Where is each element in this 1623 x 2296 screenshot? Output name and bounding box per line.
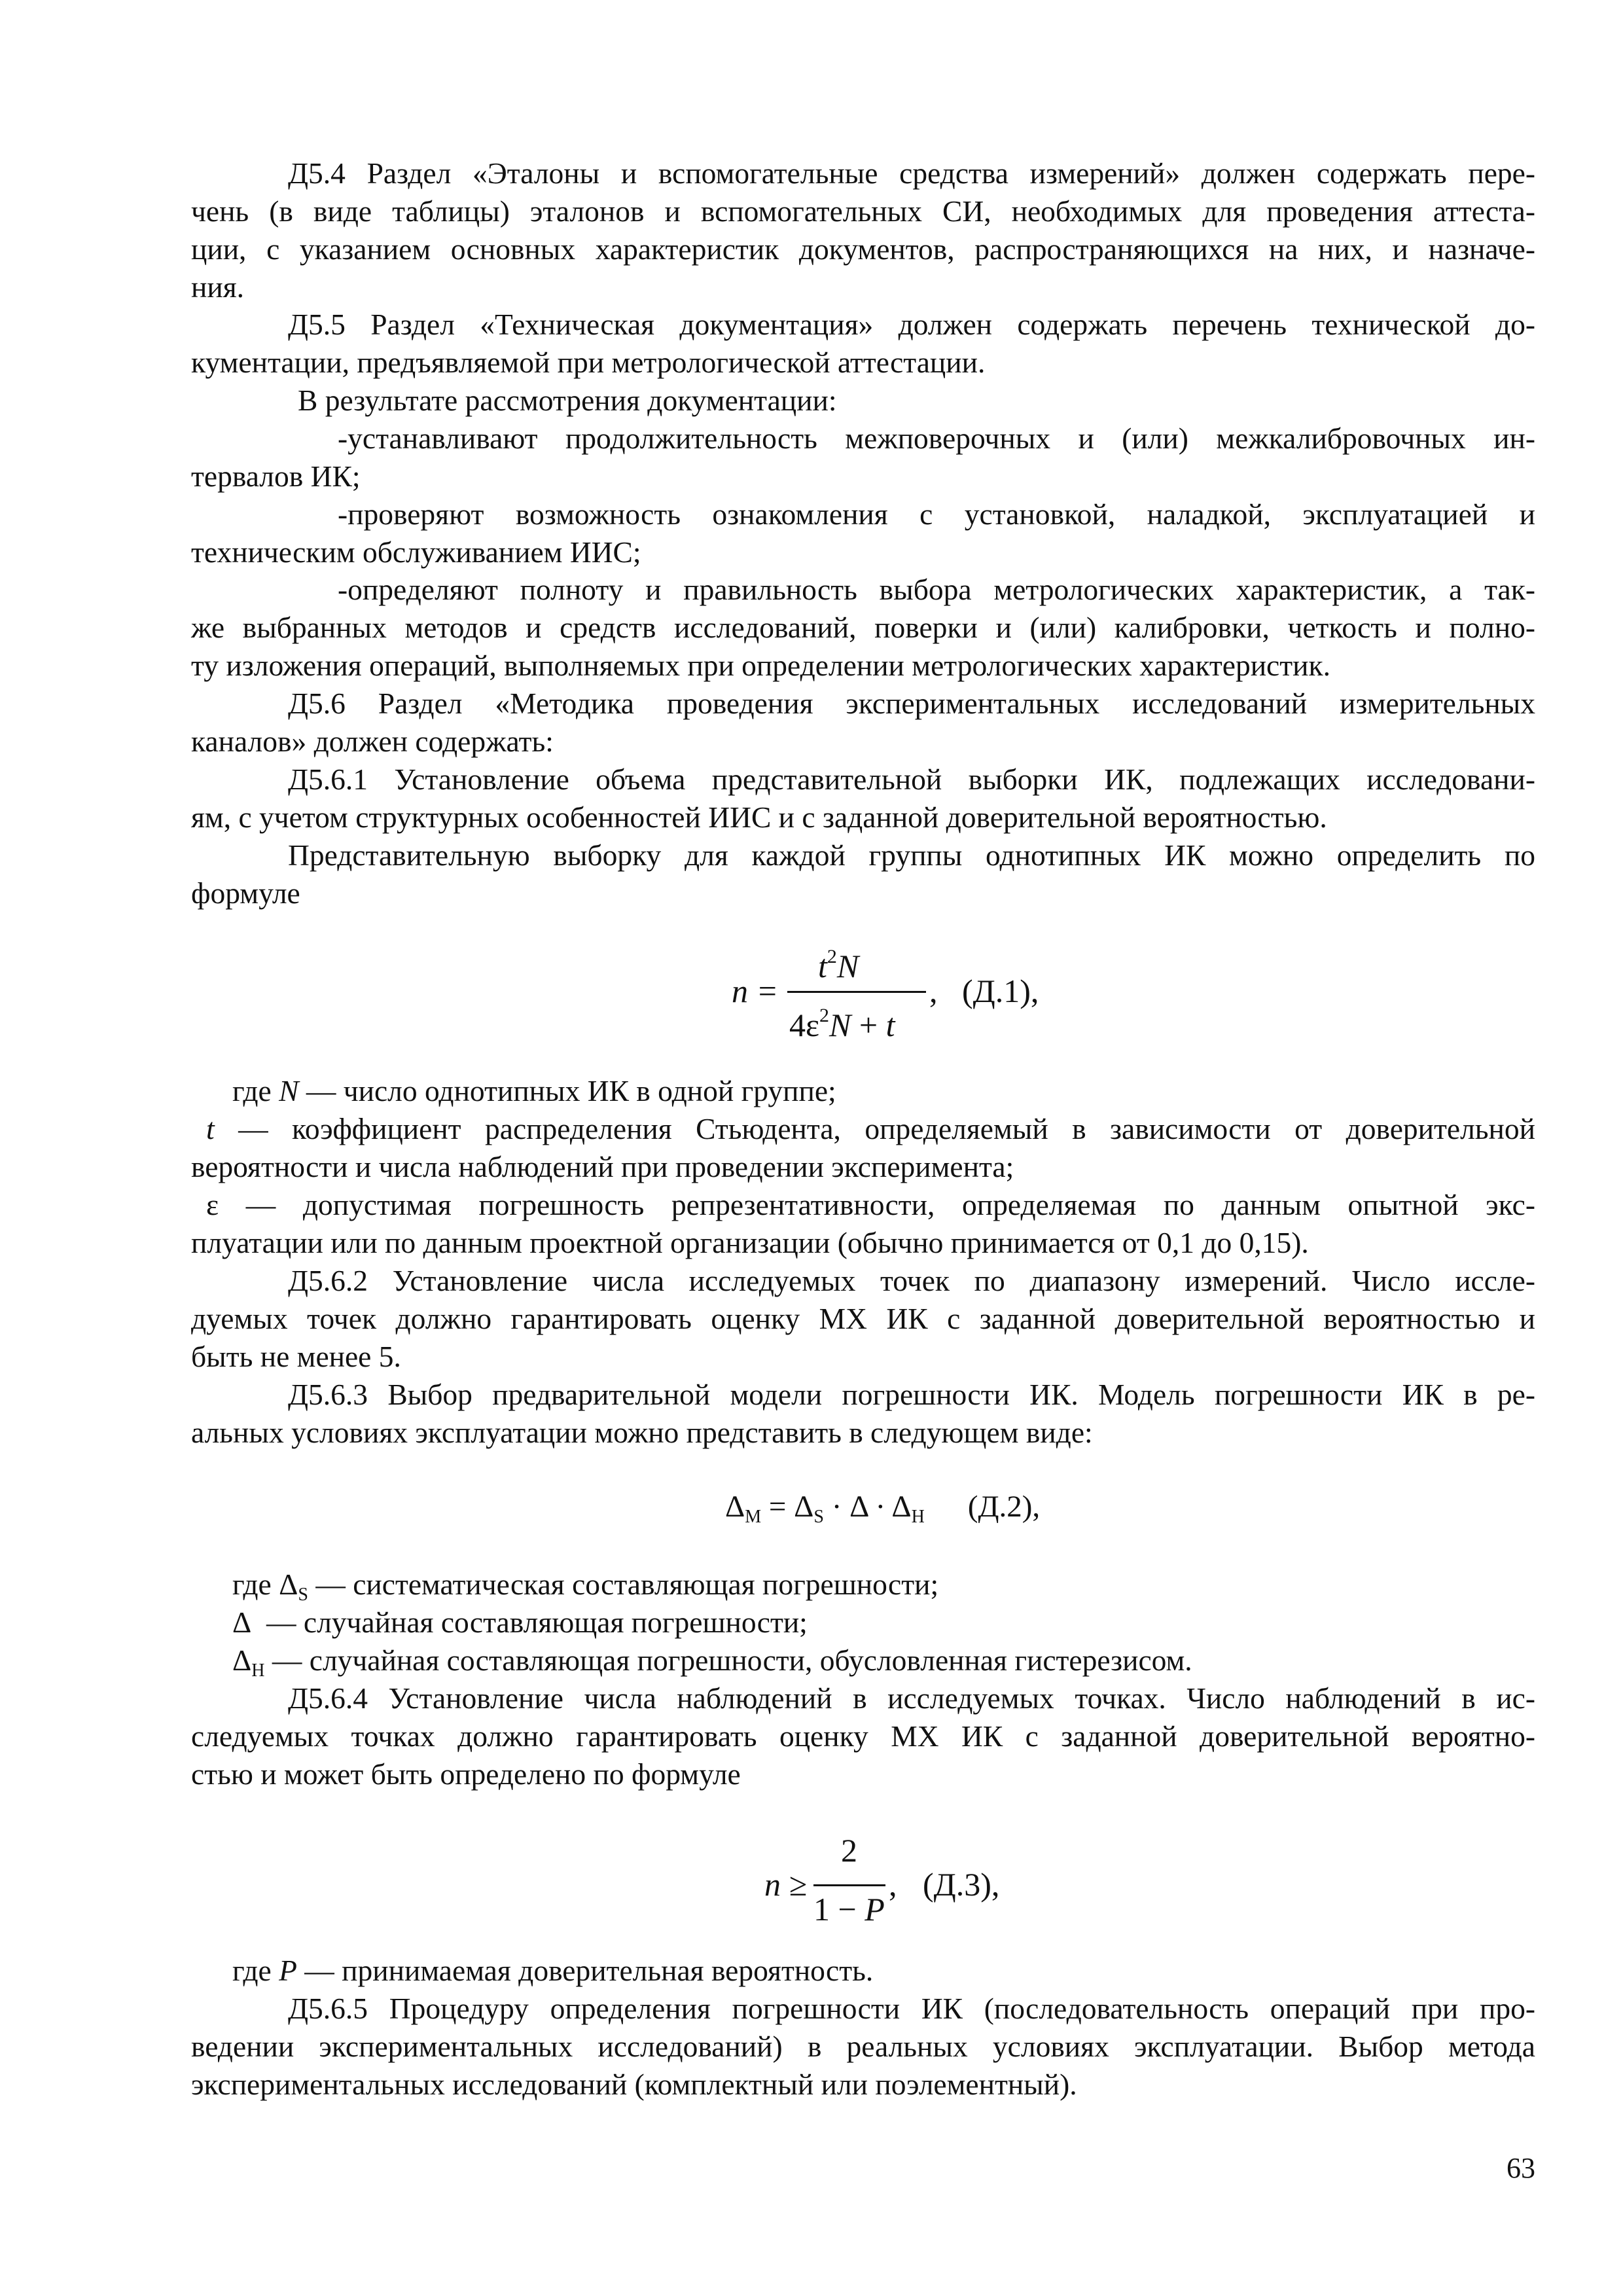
bullet-intervals-line-2: тервалов ИК; bbox=[191, 459, 361, 493]
where-epsilon-line-1: ε — допустимая погрешность репрезентативности, определяемая по данным опытной экс- bbox=[206, 1188, 1535, 1221]
bullet-familiarization-line-1: -проверяют возможность ознакомления с установкой, наладкой, эксплуатацией и bbox=[338, 497, 1535, 531]
section-5-6-2-line-2: дуемых точек должно гарантировать оценку МХ ИК с заданной доверительной вероятностью и bbox=[191, 1302, 1535, 1335]
bullet-completeness-line-1: -определяют полноту и правильность выбора метрологических характеристик, а так- bbox=[338, 573, 1535, 606]
section-5-6-4-line-3: стью и может быть определено по формуле bbox=[191, 1757, 741, 1791]
section-5-4-line-2: чень (в виде таблицы) эталонов и вспомогательных СИ, необходимых для проведения аттеста- bbox=[191, 194, 1535, 228]
bullet-completeness-line-3: ту изложения операций, выполняемых при определении метрологических характеристик. bbox=[191, 649, 1330, 682]
section-5-5-line-2: кументации, предъявляемой при метрологической аттестации. bbox=[191, 346, 986, 379]
section-5-6-3-line-1: Д5.6.3 Выбор предварительной модели погрешности ИК. Модель погрешности ИК в ре- bbox=[288, 1378, 1535, 1411]
sample-size-line-1: Представительную выборку для каждой группы однотипных ИК можно определить по bbox=[288, 838, 1535, 872]
section-5-4-line-1: Д5.4 Раздел «Эталоны и вспомогательные средства измерений» должен содержать пере- bbox=[288, 156, 1535, 190]
formula-d1-label: (Д.1), bbox=[962, 973, 1039, 1009]
formula-d3-label: (Д.3), bbox=[923, 1866, 1000, 1903]
formula-d3-comma: , bbox=[889, 1866, 897, 1903]
where-p-line: где P — принимаемая доверительная вероятность. bbox=[232, 1954, 874, 1987]
formula-d1-denominator: $4\varepsilon^2N + t$ bbox=[789, 1005, 895, 1043]
formula-d1-numerator: $t^2N$ bbox=[818, 946, 859, 984]
formula-d3-numerator: 2 bbox=[841, 1832, 857, 1869]
section-5-6-1-line-2: ям, с учетом структурных особенностей ИИС и с заданной доверительной вероятностью. bbox=[191, 800, 1327, 834]
where-delta-s-line: где $\Delta_S$ — систематическая составляющая погрешности; bbox=[232, 1568, 939, 1605]
sample-size-line-2: формуле bbox=[191, 876, 300, 910]
section-5-6-line-2: каналов» должен содержать: bbox=[191, 725, 554, 758]
section-5-6-3-line-2: альных условиях эксплуатации можно представить в следующем виде: bbox=[191, 1416, 1093, 1449]
page-number: 63 bbox=[1507, 2152, 1535, 2184]
bullet-familiarization-line-2: техническим обслуживанием ИИС; bbox=[191, 535, 641, 569]
formula-d1-lhs: n = bbox=[732, 973, 779, 1009]
section-5-5-line-1: Д5.5 Раздел «Техническая документация» должен содержать перечень технической до- bbox=[288, 308, 1535, 341]
section-5-6-5-line-1: Д5.6.5 Процедуру определения погрешности ИК (последовательность операций при про- bbox=[288, 1992, 1535, 2025]
bullet-completeness-line-2: же выбранных методов и средств исследований, поверки и (или) калибровки, четкость и полно- bbox=[191, 611, 1535, 644]
section-5-4-line-4: ния. bbox=[191, 270, 245, 304]
formula-d3-fraction-bar bbox=[813, 1884, 885, 1886]
section-5-6-4-line-1: Д5.6.4 Установление числа наблюдений в исследуемых точках. Число наблюдений в ис- bbox=[288, 1681, 1535, 1715]
section-5-4-line-3: ции, с указанием основных характеристик документов, распространяющихся на них, и назначе- bbox=[191, 232, 1535, 266]
review-intro: В результате рассмотрения документации: bbox=[298, 384, 837, 417]
formula-d1-comma: , bbox=[929, 973, 938, 1009]
where-delta-line: Δ — случайная составляющая погрешности; bbox=[232, 1605, 808, 1639]
section-5-6-5-line-2: ведении экспериментальных исследований) в реальных условиях эксплуатации. Выбор метода bbox=[191, 2030, 1535, 2063]
where-n-line: где N — число однотипных ИК в одной группе; bbox=[232, 1074, 836, 1107]
formula-d3-lhs: n ≥ bbox=[764, 1866, 807, 1903]
formula-d3-denominator: 1 − P bbox=[813, 1891, 885, 1928]
section-5-6-2-line-1: Д5.6.2 Установление числа исследуемых точек по диапазону измерений. Число иссле- bbox=[288, 1264, 1535, 1297]
section-5-6-1-line-1: Д5.6.1 Установление объема представительной выборки ИК, подлежащих исследовани- bbox=[288, 762, 1535, 796]
section-5-6-4-line-2: следуемых точках должно гарантировать оценку МХ ИК с заданной доверительной вероятно- bbox=[191, 1719, 1535, 1753]
formula-d2: $\Delta_М = \Delta_S \cdot \Delta \cdot \Delta_Н$ (Д.2), bbox=[725, 1490, 1041, 1527]
where-t-line-1: t — коэффициент распределения Стьюдента, определяемый в зависимости от доверительной bbox=[206, 1112, 1535, 1145]
where-epsilon-line-2: плуатации или по данным проектной организации (обычно принимается от 0,1 до 0,15). bbox=[191, 1226, 1309, 1259]
where-t-line-2: вероятности и числа наблюдений при проведении эксперимента; bbox=[191, 1150, 1014, 1183]
formula-d1-fraction-bar bbox=[787, 991, 926, 993]
bullet-intervals-line-1: -устанавливают продолжительность межповерочных и (или) межкалибровочных ин- bbox=[338, 422, 1535, 455]
where-delta-h-line: $\Delta_Н$ — случайная составляющая погрешности, обусловленная гистерезисом. bbox=[232, 1643, 1192, 1681]
section-5-6-5-line-3: экспериментальных исследований (комплектный или поэлементный). bbox=[191, 2068, 1077, 2101]
section-5-6-2-line-3: быть не менее 5. bbox=[191, 1340, 401, 1373]
section-5-6-line-1: Д5.6 Раздел «Методика проведения экспериментальных исследований измерительных bbox=[288, 687, 1535, 720]
